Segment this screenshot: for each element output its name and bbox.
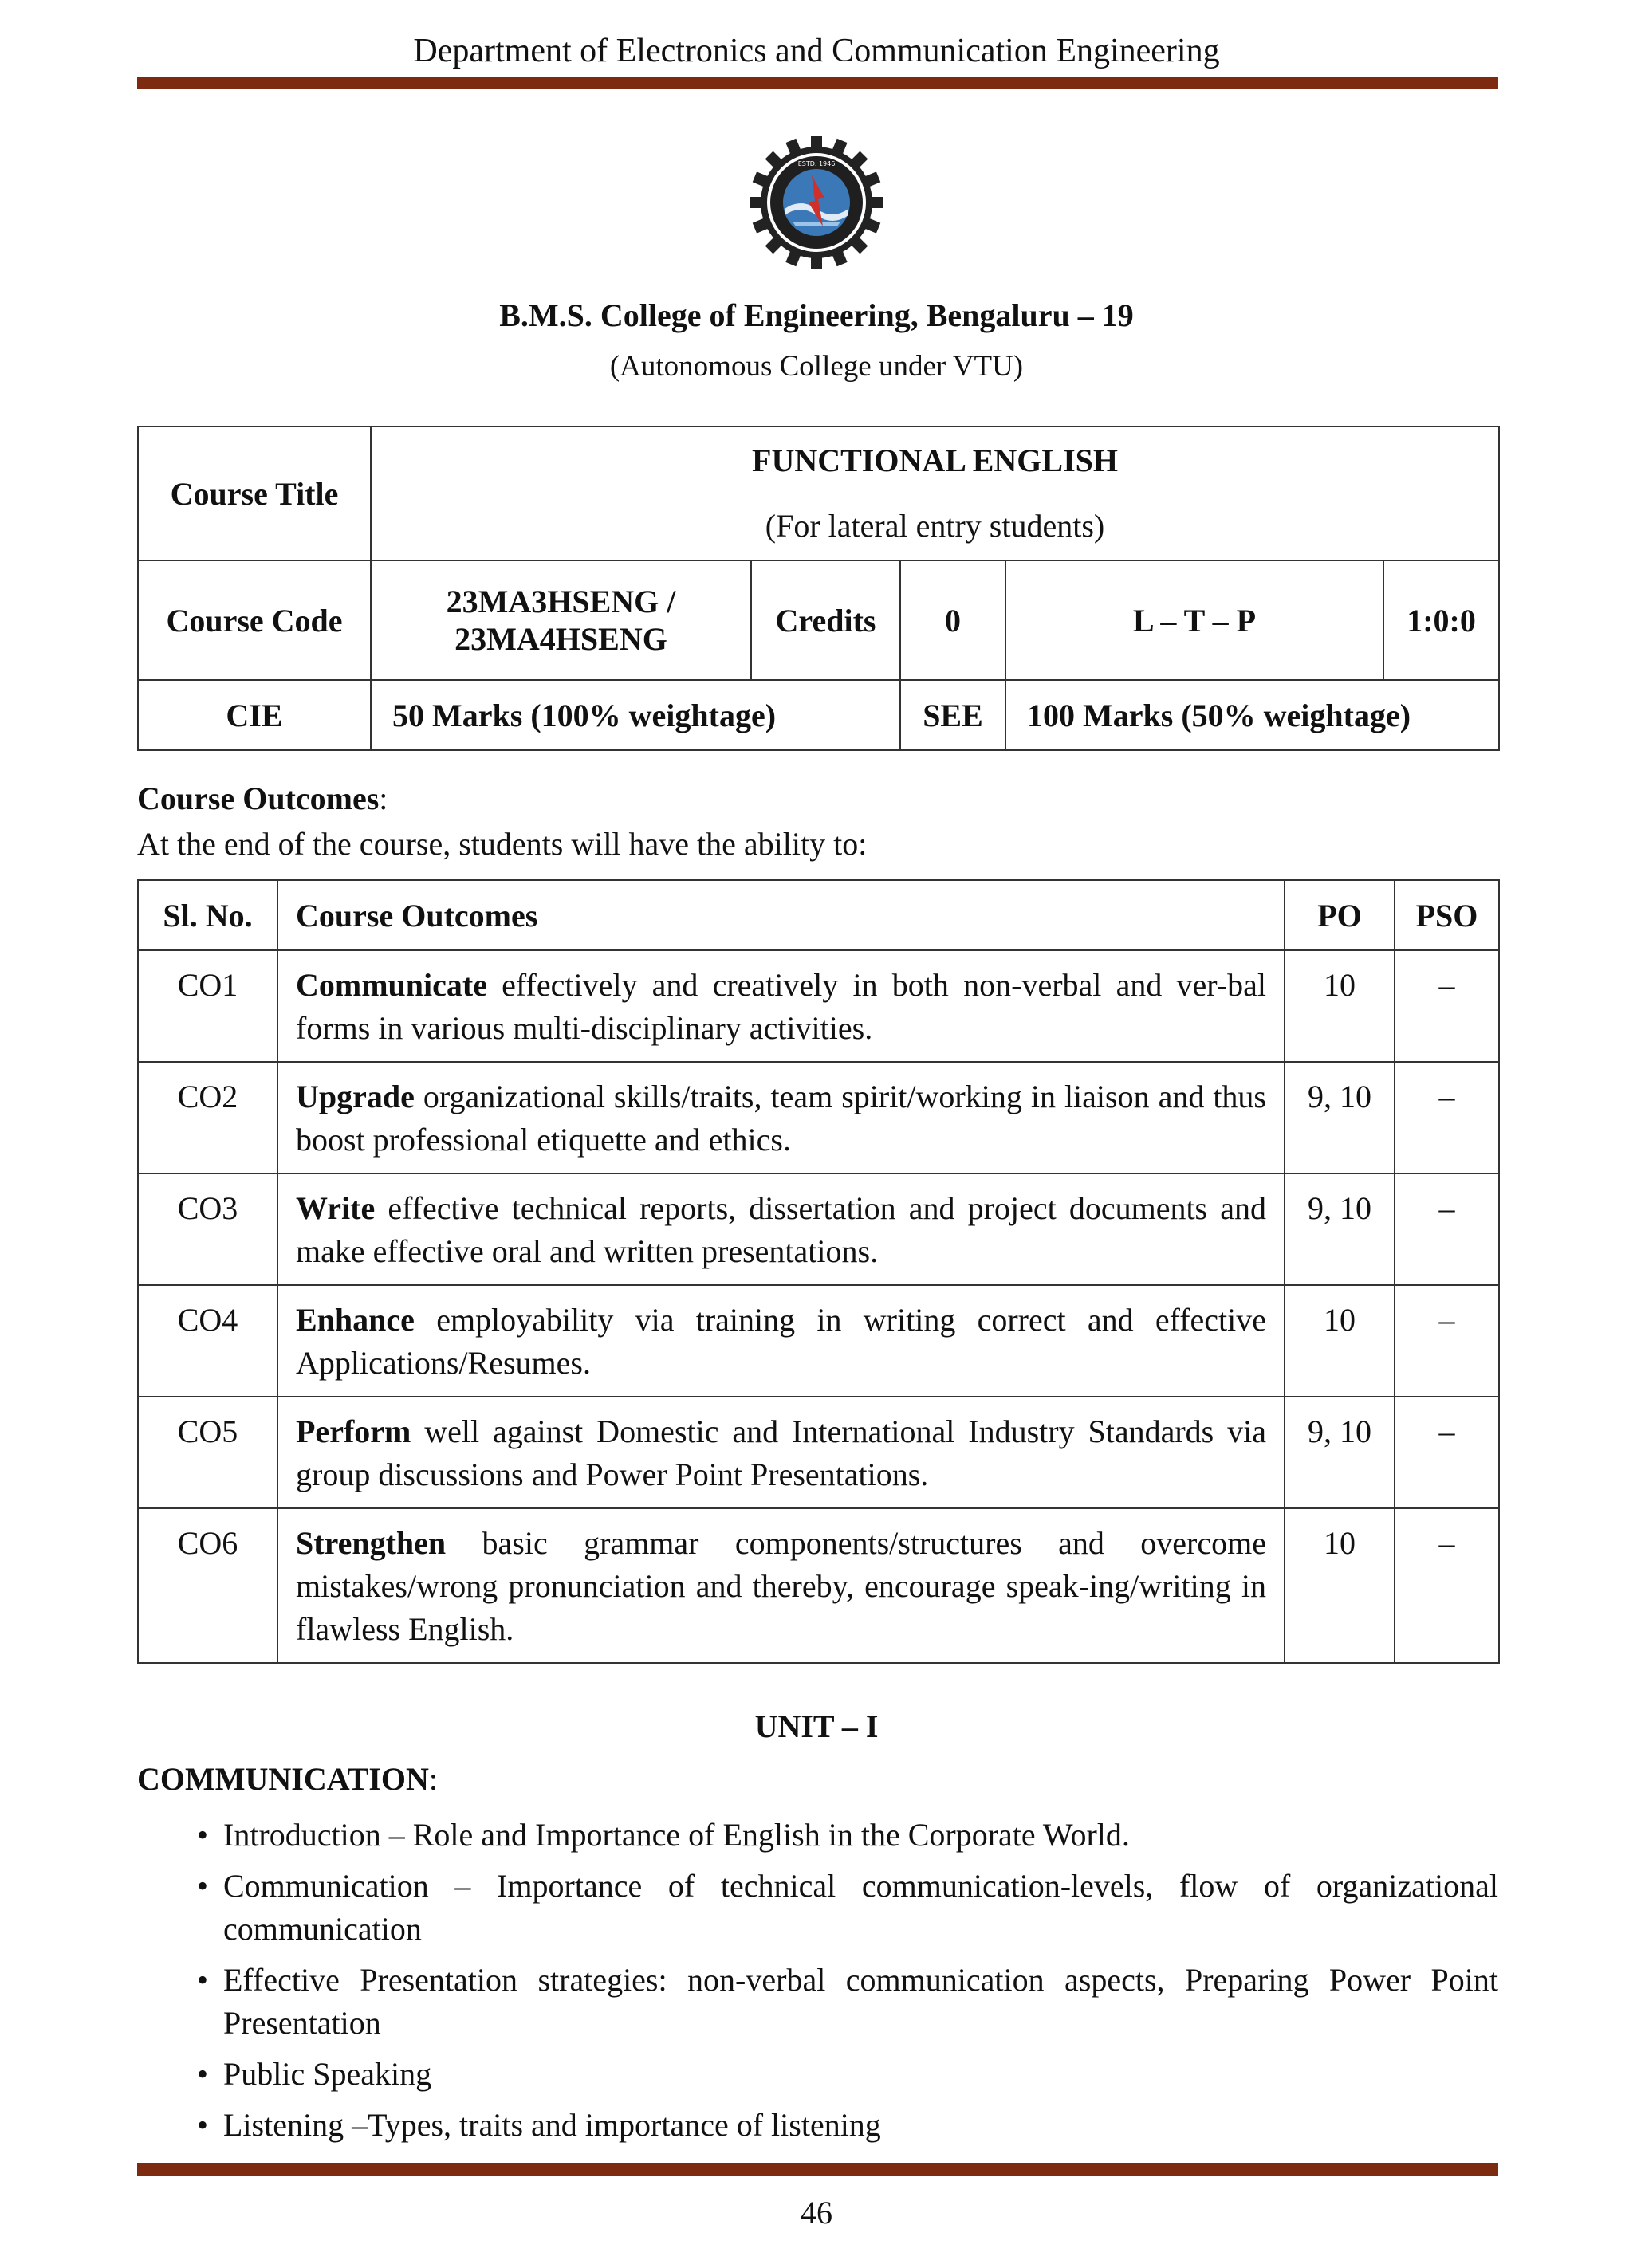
footer-rule [137,2163,1498,2176]
co-id: CO2 [138,1062,277,1173]
co-col-po: PO [1285,880,1395,950]
co-id: CO5 [138,1397,277,1508]
college-logo-icon [750,136,883,269]
list-item-text: Public Speaking [223,2056,432,2092]
co-pso: – [1395,1508,1499,1663]
course-code-row [138,560,1499,680]
list-item [159,1865,1498,1951]
course-code-line-2: 23MA4HSENG [454,621,667,657]
bullet-icon: • [196,1817,208,1853]
bullet-icon: • [196,1962,208,1998]
table-row [138,1062,1499,1173]
co-text: basic grammar components/structures and overcome mistakes/wrong pronunciation and thereby, encourage speak-ing/writing in flawless English. [296,1525,1266,1647]
co-id: CO4 [138,1285,277,1397]
co-text: effectively and creatively in both non-verbal and ver-bal forms in various multi-disciplinary activities. [296,967,1266,1046]
unit-topic-list [159,1814,1498,2155]
course-title-cell [371,426,1499,560]
list-item-text: Introduction – Role and Importance of English in the Corporate World. [223,1817,1130,1853]
ltp-value: 1:0:0 [1383,560,1499,680]
header-rule [137,77,1498,89]
co-description [277,950,1285,1062]
table-row [138,1397,1499,1508]
co-pso: – [1395,1397,1499,1508]
course-title-row [138,426,1499,560]
course-code-line-1: 23MA3HSENG / [446,584,676,619]
co-pso: – [1395,1285,1499,1397]
co-verb: Perform [296,1413,411,1449]
co-id: CO3 [138,1173,277,1285]
co-verb: Strengthen [296,1525,447,1561]
co-description [277,1062,1285,1173]
course-outcomes-intro: At the end of the course, students will have the ability to: [137,826,868,862]
course-outcomes-heading-colon: : [379,780,388,816]
table-row [138,1508,1499,1663]
co-text: well against Domestic and International Industry Standards via group discussions and Power Point Presentations. [296,1413,1266,1492]
co-id: CO1 [138,950,277,1062]
list-item-text: Effective Presentation strategies: non-verbal communication aspects, Preparing Power Point Presentation [223,1962,1498,2041]
co-description [277,1285,1285,1397]
co-verb: Communicate [296,967,487,1003]
co-po: 9, 10 [1285,1173,1395,1285]
department-header: Department of Electronics and Communication Engineering [413,33,1220,69]
course-outcomes-table [137,879,1500,1664]
list-item [159,2104,1498,2147]
co-verb: Upgrade [296,1079,415,1114]
co-col-pso: PSO [1395,880,1499,950]
course-title: FUNCTIONAL ENGLISH [752,442,1119,478]
credits-label: Credits [751,560,900,680]
list-item [159,1814,1498,1857]
cie-value: 50 Marks (100% weightage) [371,680,900,750]
table-row [138,1285,1499,1397]
co-description [277,1397,1285,1508]
section-heading-colon: : [428,1761,439,1797]
logo-est-text: ESTD. 1946 [797,160,836,167]
course-title-label: Course Title [138,426,371,560]
table-row [138,1173,1499,1285]
co-text: organizational skills/traits, team spirit/working in liaison and thus boost professional etiquette and ethics. [296,1079,1266,1158]
co-text: effective technical reports, dissertation and project documents and make effective oral and written presentations. [296,1190,1266,1269]
credits-value: 0 [900,560,1005,680]
cie-label: CIE [138,680,371,750]
co-col-outcomes: Course Outcomes [277,880,1285,950]
co-table-header-row [138,880,1499,950]
course-code-cell [371,560,751,680]
college-subtitle: (Autonomous College under VTU) [609,350,1024,383]
co-pso: – [1395,1062,1499,1173]
course-code-label: Course Code [138,560,371,680]
see-value: 100 Marks (50% weightage) [1005,680,1499,750]
section-heading [137,1760,438,1798]
co-id: CO6 [138,1508,277,1663]
list-item [159,2053,1498,2096]
course-outcomes-heading [137,780,388,817]
co-po: 10 [1285,950,1395,1062]
ltp-label: L – T – P [1005,560,1383,680]
co-po: 9, 10 [1285,1397,1395,1508]
bullet-icon: • [196,2056,208,2092]
bullet-icon: • [196,2107,208,2143]
co-pso: – [1395,950,1499,1062]
bullet-icon: • [196,1868,208,1904]
course-title-note: (For lateral entry students) [765,508,1105,544]
page-number: 46 [801,2195,832,2231]
co-description [277,1173,1285,1285]
see-label: SEE [900,680,1005,750]
co-pso: – [1395,1173,1499,1285]
co-po: 10 [1285,1285,1395,1397]
co-text: employability via training in writing correct and effective Applications/Resumes. [296,1302,1266,1381]
assessment-row [138,680,1499,750]
course-info-table [137,426,1500,751]
section-heading-text: COMMUNICATION [137,1761,429,1797]
co-po: 10 [1285,1508,1395,1663]
co-verb: Write [296,1190,376,1226]
co-verb: Enhance [296,1302,415,1338]
college-name: B.M.S. College of Engineering, Bengaluru – 19 [499,297,1134,333]
unit-title: UNIT – I [754,1708,879,1744]
co-col-slno: Sl. No. [138,880,277,950]
co-po: 9, 10 [1285,1062,1395,1173]
co-description [277,1508,1285,1663]
table-row [138,950,1499,1062]
list-item-text: Communication – Importance of technical communication-levels, flow of organizational communication [223,1868,1498,1947]
course-outcomes-heading-text: Course Outcomes [137,780,380,816]
list-item-text: Listening –Types, traits and importance of listening [223,2107,881,2143]
list-item [159,1959,1498,2045]
